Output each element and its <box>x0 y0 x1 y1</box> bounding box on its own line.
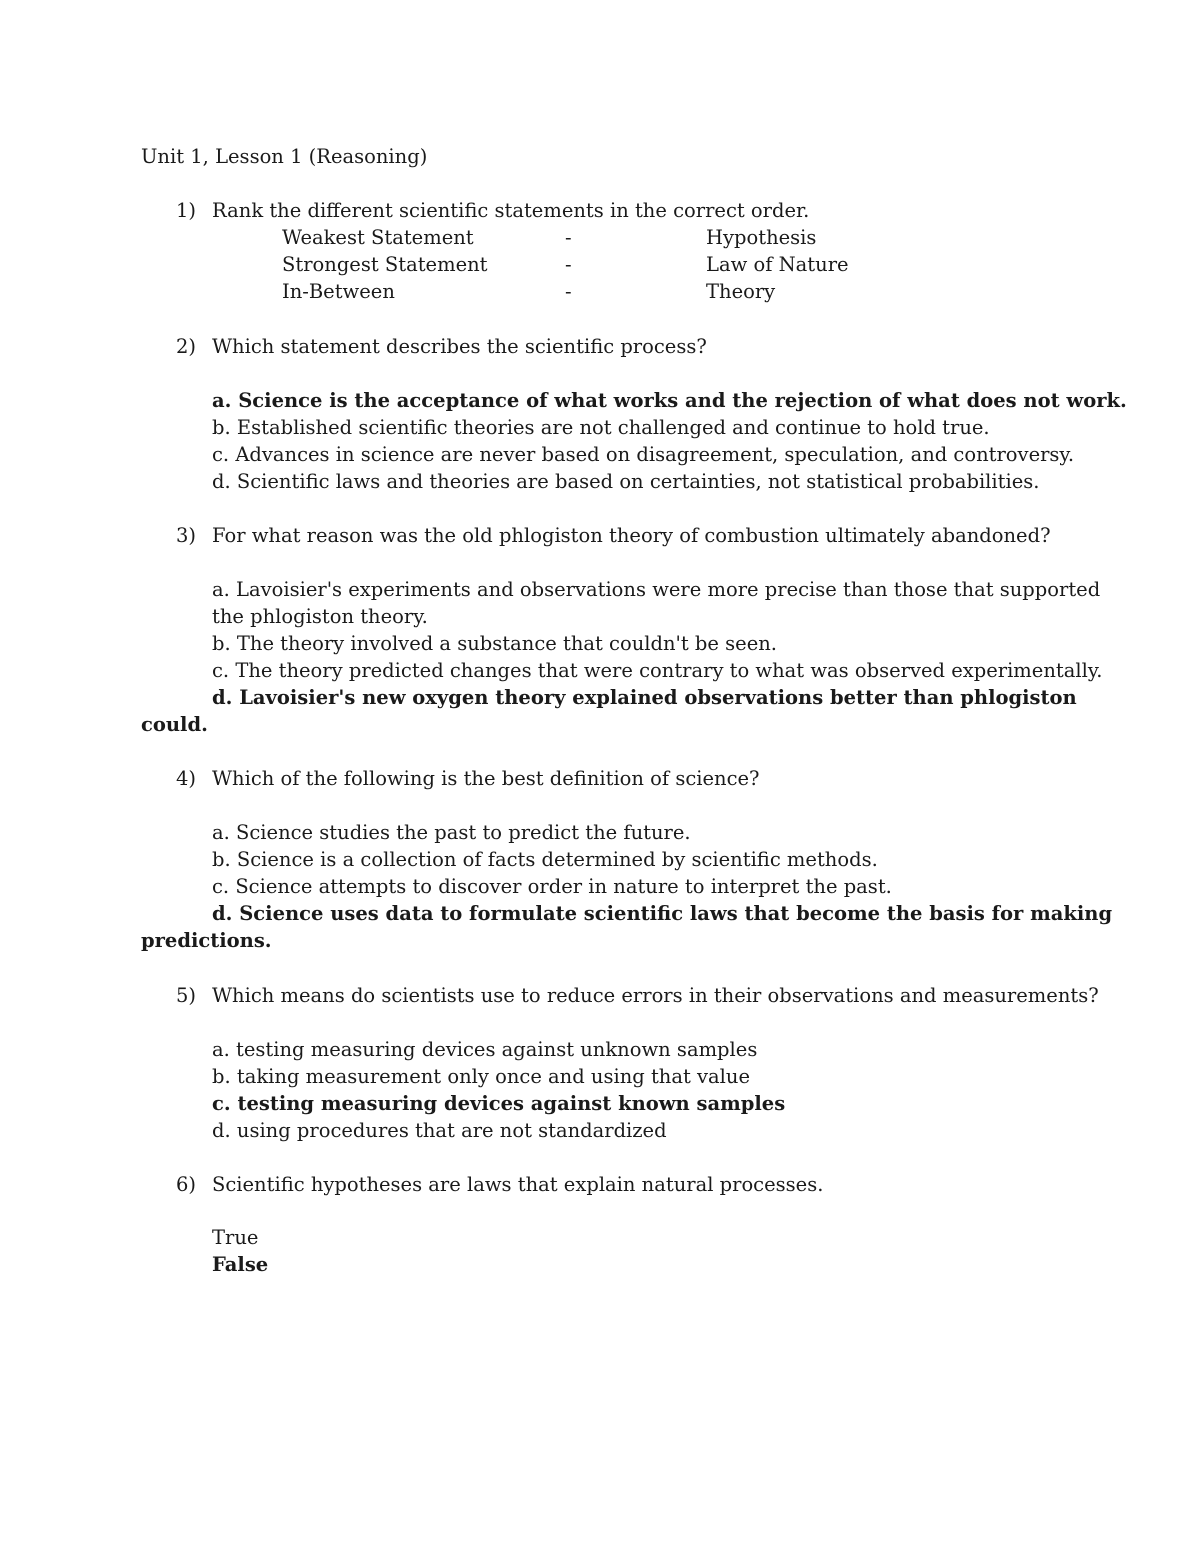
question-3-number: 3) <box>176 524 197 547</box>
rank-row-label: In-Between <box>282 280 395 303</box>
question-2-text: Which statement describes the scientific process? <box>212 335 707 358</box>
question-1-text: Rank the different scientific statements in the correct order. <box>212 199 810 222</box>
question-4-text: Which of the following is the best definition of science? <box>212 767 760 790</box>
rank-row-value: Hypothesis <box>706 226 817 249</box>
question-5-number: 5) <box>176 984 197 1007</box>
rank-row-label: Strongest Statement <box>282 253 488 276</box>
answer-option-correct: d. Science uses data to formulate scientific laws that become the basis for making <box>212 902 1113 925</box>
answer-option: c. Science attempts to discover order in nature to interpret the past. <box>212 875 892 898</box>
answer-option: a. Science studies the past to predict the future. <box>212 821 691 844</box>
question-6-number: 6) <box>176 1173 197 1196</box>
question-2-number: 2) <box>176 335 197 358</box>
answer-option: c. The theory predicted changes that were contrary to what was observed experimentally. <box>212 659 1103 682</box>
rank-row-value: Law of Nature <box>706 253 849 276</box>
answer-option: b. taking measurement only once and using that value <box>212 1065 750 1088</box>
answer-option: c. Advances in science are never based on disagreement, speculation, and controversy. <box>212 443 1075 466</box>
answer-option: a. Lavoisier's experiments and observations were more precise than those that supported <box>212 578 1101 601</box>
rank-row-label: Weakest Statement <box>282 226 474 249</box>
question-6-text: Scientific hypotheses are laws that explain natural processes. <box>212 1173 824 1196</box>
rank-row-value: Theory <box>706 280 776 303</box>
question-1-number: 1) <box>176 199 197 222</box>
answer-option-true: True <box>212 1226 259 1249</box>
question-5-text: Which means do scientists use to reduce errors in their observations and measurements? <box>212 984 1099 1007</box>
question-3-text: For what reason was the old phlogiston theory of combustion ultimately abandoned? <box>212 524 1051 547</box>
rank-row-dash: - <box>565 253 572 276</box>
question-4-number: 4) <box>176 767 197 790</box>
answer-option-correct: c. testing measuring devices against known samples <box>212 1092 786 1115</box>
answer-option-false-correct: False <box>212 1253 269 1276</box>
answer-option: d. Scientific laws and theories are based on certainties, not statistical probabilities. <box>212 470 1040 493</box>
answer-option-correct: a. Science is the acceptance of what works and the rejection of what does not work. <box>212 389 1127 412</box>
rank-row-dash: - <box>565 280 572 303</box>
answer-option: b. Science is a collection of facts determined by scientific methods. <box>212 848 878 871</box>
answer-option: a. testing measuring devices against unknown samples <box>212 1038 758 1061</box>
answer-option: d. using procedures that are not standardized <box>212 1119 667 1142</box>
rank-row-dash: - <box>565 226 572 249</box>
answer-option-correct: d. Lavoisier's new oxygen theory explained observations better than phlogiston <box>212 686 1077 709</box>
answer-option: b. The theory involved a substance that couldn't be seen. <box>212 632 777 655</box>
document-title: Unit 1, Lesson 1 (Reasoning) <box>141 145 428 168</box>
answer-option: b. Established scientific theories are not challenged and continue to hold true. <box>212 416 990 439</box>
answer-option-correct-continuation: predictions. <box>141 929 272 952</box>
answer-option-continuation: the phlogiston theory. <box>212 605 428 628</box>
answer-option-correct-continuation: could. <box>141 713 208 736</box>
